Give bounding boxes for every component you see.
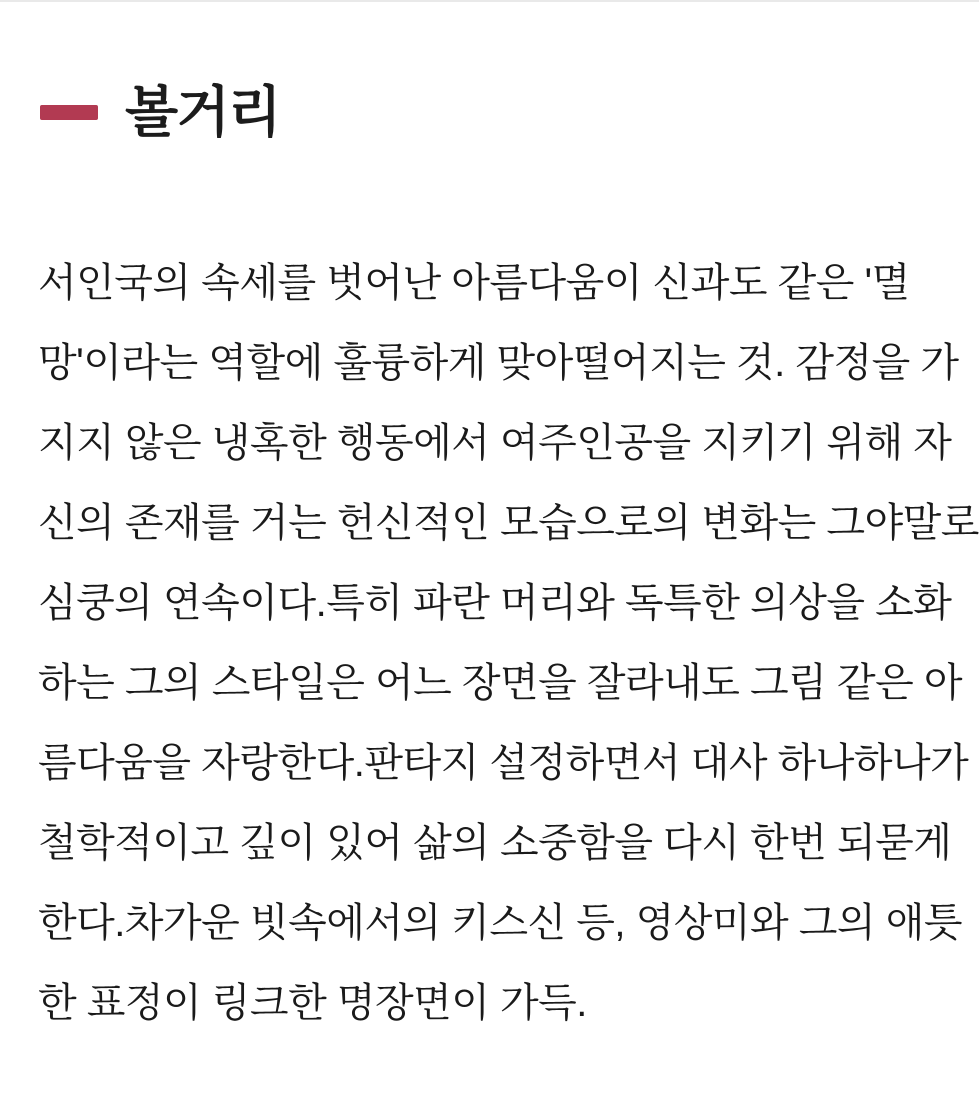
text-line: 지지 않은 냉혹한 행동에서 여주인공을 지키기 위해 자 (38, 421, 952, 465)
text-line: 서인국의 속세를 벗어난 아름다움이 신과도 같은 '멸 (38, 261, 910, 305)
article-body (38, 243, 979, 1043)
text-line: 심쿵의 연속이다.특히 파란 머리와 독특한 의상을 소화 (38, 581, 952, 625)
heading-dash-icon (40, 105, 98, 120)
text-line: 철학적이고 깊이 있어 삶의 소중함을 다시 한번 되묻게 (38, 821, 952, 865)
section-header (40, 81, 280, 143)
section-title: 볼거리 (125, 81, 280, 143)
text-line: 한 표정이 링크한 명장면이 가득. (38, 981, 587, 1025)
text-line: 망'이라는 역할에 훌륭하게 맞아떨어지는 것. 감정을 가 (38, 341, 959, 385)
text-line: 하는 그의 스타일은 어느 장면을 잘라내도 그림 같은 아 (38, 661, 962, 705)
text-line: 한다.차가운 빗속에서의 키스신 등, 영상미와 그의 애틋 (38, 901, 962, 945)
top-divider (0, 0, 979, 2)
text-line: 름다움을 자랑한다.판타지 설정하면서 대사 하나하나가 (38, 741, 969, 785)
text-line: 신의 존재를 거는 헌신적인 모습으로의 변화는 그야말로 (38, 501, 979, 545)
